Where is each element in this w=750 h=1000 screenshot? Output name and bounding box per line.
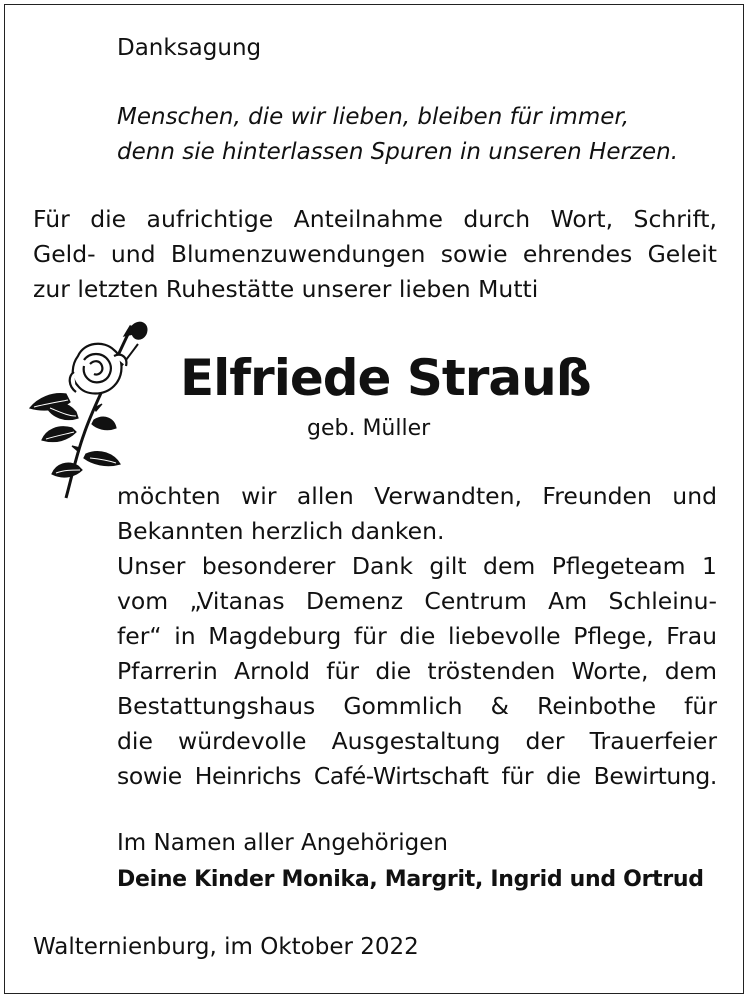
body-line-3: Unser besonderer Dank gilt dem Pflegeteam 1 xyxy=(117,552,717,580)
intro-line-1: Für die aufrichtige Anteilnahme durch Wort, Schrift, xyxy=(33,205,717,233)
place-date: Walternienburg, im Oktober 2022 xyxy=(33,934,419,960)
intro-line-3: zur letzten Ruhestätte unserer lieben Mutti xyxy=(33,275,539,303)
notice-heading: Danksagung xyxy=(117,35,262,61)
motto-line-1: Menschen, die wir lieben, bleiben für immer, xyxy=(117,104,630,130)
body-line-1: möchten wir allen Verwandten, Freunden und xyxy=(117,482,717,510)
body-line-2: Bekannten herzlich danken. xyxy=(117,517,445,545)
signature-names: Deine Kinder Monika, Margrit, Ingrid und Ortrud xyxy=(117,867,704,892)
body-line-7: Bestattungshaus Gommlich & Reinbothe für xyxy=(117,692,717,720)
intro-line-2: Geld- und Blumenzuwendungen sowie ehrendes Geleit xyxy=(33,240,717,268)
body-line-9: sowie Heinrichs Café-Wirtschaft für die Bewirtung. xyxy=(117,762,717,790)
maiden-name: geb. Müller xyxy=(307,416,431,441)
deceased-name: Elfriede Strauß xyxy=(180,349,591,407)
body-line-8: die würdevolle Ausgestaltung der Trauerfeier xyxy=(117,727,717,755)
signature-intro: Im Namen aller Angehörigen xyxy=(117,830,448,856)
rose-icon xyxy=(28,316,153,502)
motto-line-2: denn sie hinterlassen Spuren in unseren Herzen. xyxy=(117,139,679,165)
body-line-5: fer“ in Magdeburg für die liebevolle Pflege, Frau xyxy=(117,622,717,650)
body-line-6: Pfarrerin Arnold für die tröstenden Worte, dem xyxy=(117,657,717,685)
body-line-4: vom „Vitanas Demenz Centrum Am Schleinu- xyxy=(117,587,717,615)
